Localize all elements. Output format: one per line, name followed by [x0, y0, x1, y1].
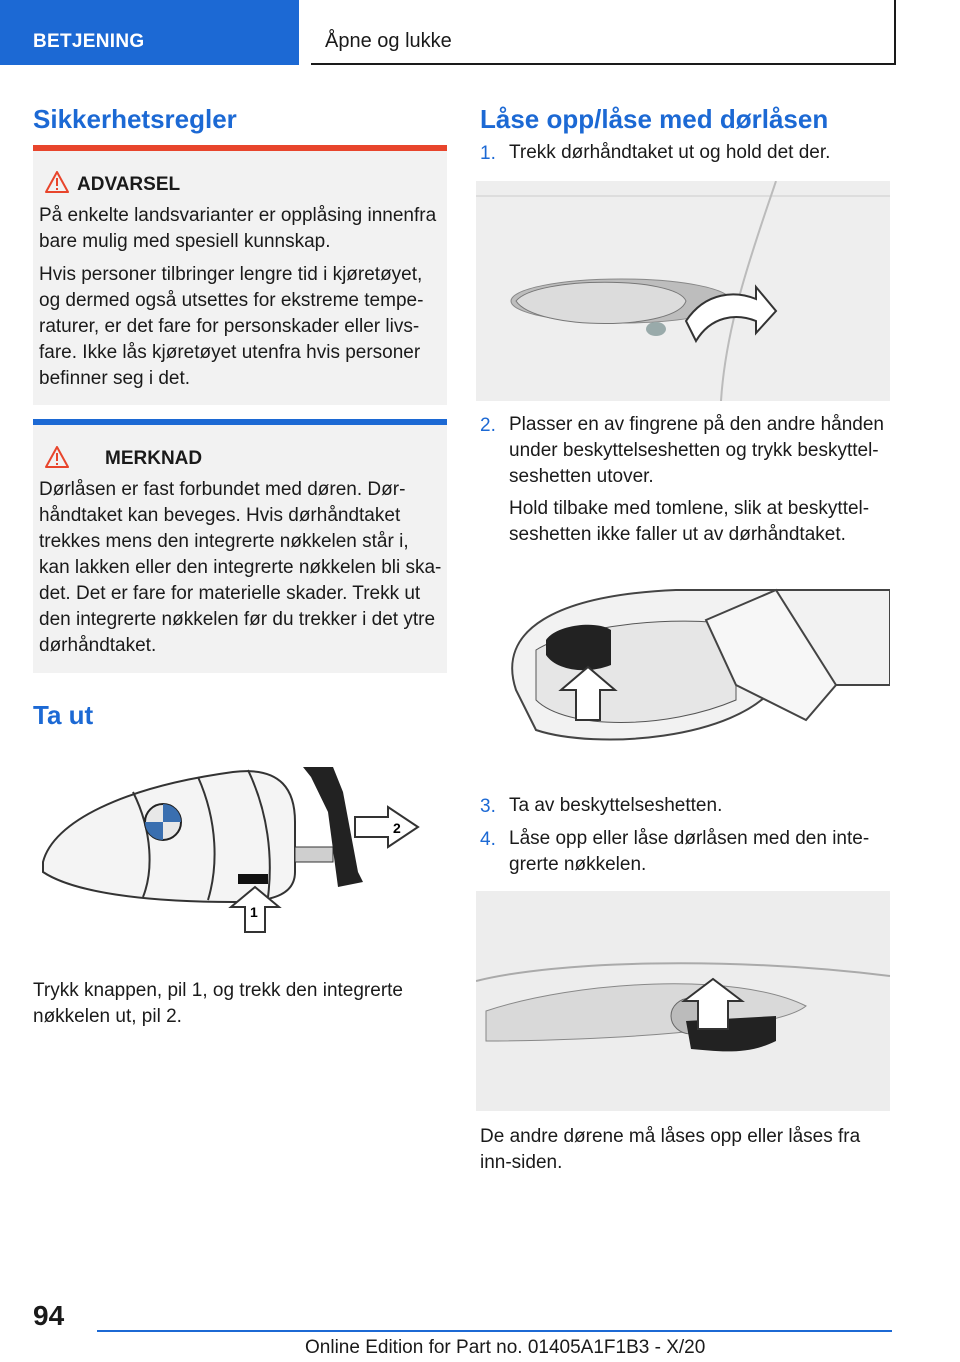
page-number: 94 — [33, 1300, 65, 1331]
warning-text-2: Hvis personer tilbringer lengre tid i kjøretøyet, og dermed også utsettes for ekstreme tempe-raturer, er det fare for personskader eller livs-fare. Ikke lås kjøretøyet utenfra hvis personer befinner seg i det. — [39, 264, 424, 389]
edition-info: Online Edition for Part no. 01405A1F1B3 - X/20 — [305, 1337, 706, 1358]
key-fob-illustration — [33, 752, 447, 942]
warning-icon — [45, 171, 69, 193]
chapter-label: Åpne og lukke — [325, 30, 452, 52]
step-text: Plasser en av fingrene på den andre hånden under beskyttelseshetten og trykk beskyttel-seshetten utover. — [509, 414, 884, 487]
warning-box — [33, 145, 447, 405]
step-extra-text: Hold tilbake med tomlene, slik at beskyttel-seshetten ikke faller ut av dørhåndtaket. — [509, 498, 870, 545]
final-note: De andre dørene må låses opp eller låses fra inn-siden. — [480, 1126, 861, 1173]
step-text: Trekk dørhåndtaket ut og hold det der. — [509, 142, 831, 163]
step-text: Ta av beskyttelseshetten. — [509, 795, 723, 816]
arrow-label-1: 1 — [250, 904, 258, 920]
remove-caption: Trykk knappen, pil 1, og trekk den integrerte nøkkelen ut, pil 2. — [33, 980, 403, 1027]
step-number: 2. — [480, 415, 496, 436]
note-box — [33, 419, 447, 673]
section-label: BETJENING — [33, 31, 145, 52]
remove-title: Ta ut — [33, 700, 94, 730]
warning-bar — [33, 145, 447, 151]
door-lock-title: Låse opp/låse med dørlåsen — [480, 104, 829, 134]
step-text: Låse opp eller låse dørlåsen med den inte-grerte nøkkelen. — [509, 828, 870, 875]
step-number: 4. — [480, 829, 496, 850]
step-number: 3. — [480, 796, 496, 817]
section-tab — [0, 0, 299, 65]
step-number: 1. — [480, 143, 496, 164]
note-bar — [33, 419, 447, 425]
arrow-label-2: 2 — [393, 820, 401, 836]
chapter-tab — [311, 0, 896, 65]
door-handle-illustration — [476, 181, 890, 401]
footer-divider — [97, 1330, 892, 1332]
note-text: Dørlåsen er fast forbundet med døren. Dør-håndtaket kan beveges. Hvis dørhåndtaket trekkes mens den integrerte nøkkelen står i, kan lakken eller den integrerte nøkkelen bli ska-det. Det er fare for materielle skader. Trekk ut den integrerte nøkkelen før du trekker i det ytre dørhåndtaket. — [39, 479, 442, 656]
warning-text-1: På enkelte landsvarianter er opplåsing innenfra bare mulig med spesiell kunnskap. — [39, 205, 437, 252]
note-label: MERKNAD — [105, 448, 203, 469]
key-in-lock-illustration — [476, 891, 890, 1111]
safety-title: Sikkerhetsregler — [33, 104, 237, 134]
warning-label: ADVARSEL — [77, 174, 181, 195]
protective-cap-illustration — [476, 570, 890, 750]
note-warning-icon — [45, 446, 69, 468]
